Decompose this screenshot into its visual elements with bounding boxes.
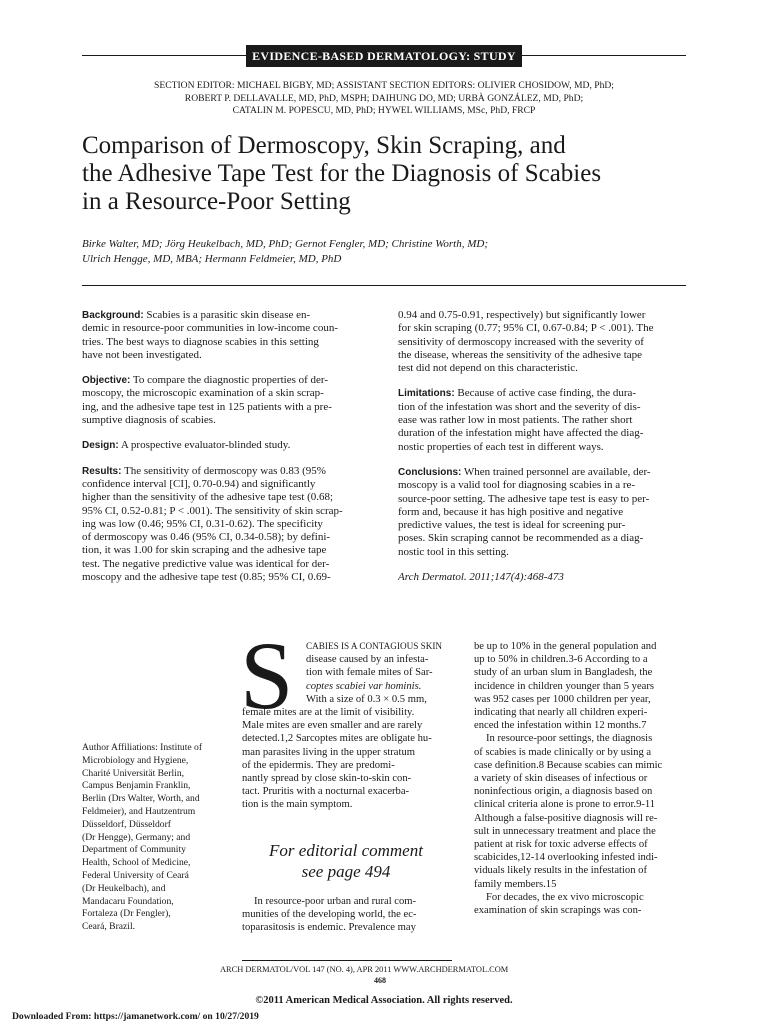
limitations-text: duration of the infestation might have affected the diag- — [398, 427, 644, 440]
limitations-text: nostic properties of each test in different ways. — [398, 440, 604, 453]
conclusions-text: predictive values, the test is ideal for screening pur- — [398, 519, 626, 532]
author-list — [82, 237, 686, 267]
body-text-line: For decades, the ex vivo microscopic — [486, 891, 644, 903]
body-text-line: toparasitosis is endemic. Prevalence may — [242, 922, 416, 934]
results-text: sensitivity of dermoscopy increased with the severity of — [398, 335, 644, 348]
body-text-line: coptes scabiei var hominis. — [306, 680, 422, 692]
design-text: A prospective evaluator-blinded study. — [118, 439, 291, 452]
affiliations-text: (Dr Hengge), Germany; and — [82, 831, 191, 843]
body-column-middle — [242, 706, 454, 812]
body-text-line: Although a false-positive diagnosis will re- — [474, 812, 658, 824]
conclusions-label: Conclusions: — [398, 466, 462, 478]
drop-cap: S — [240, 622, 294, 729]
results-text: test. The negative predictive value was identical for der- — [82, 557, 330, 570]
body-text-line: tact. Pruritis with a nocturnal exacerba- — [242, 786, 410, 798]
conclusions-text: When trained personnel are available, der- — [461, 465, 651, 478]
affiliations-text: Department of Community — [82, 844, 186, 856]
affiliations-text: Charité Universität Berlin, — [82, 767, 185, 779]
background-label: Background: — [82, 310, 144, 321]
body-text-line: man parasites living in the upper stratum — [242, 746, 415, 758]
article-title — [82, 132, 702, 216]
affiliations-text: Microbiology and Hygiene, — [82, 754, 189, 766]
body-text-line: of scabies is made clinically or by using a — [474, 746, 652, 758]
conclusions-text: form and, because it has high positive and negative — [398, 505, 624, 518]
abstract-left-column — [82, 309, 372, 584]
body-text-line: With a size of 0.3 × 0.5 mm, — [306, 693, 427, 705]
objective-text: To compare the diagnostic properties of der- — [130, 374, 329, 387]
body-text-line: be up to 10% in the general population and — [474, 641, 657, 652]
authors-line: Ulrich Hengge, MD, MBA; Hermann Feldmeier, MD, PhD — [82, 253, 342, 265]
affiliations-text: Düsseldorf, Düsseldorf — [82, 818, 171, 830]
body-text-line: In resource-poor urban and rural com- — [254, 896, 417, 907]
editorial-comment — [240, 840, 452, 882]
body-text-line: patient at risk for toxic adverse effects of — [474, 839, 648, 851]
conclusions-text: poses. Skin scraping cannot be recommended as a diag- — [398, 532, 644, 545]
results-text: moscopy and the adhesive tape test (0.85; 95% CI, 0.69- — [82, 571, 331, 584]
body-column-middle-bottom — [242, 895, 454, 935]
body-text-line: enced the infestation within 12 months.7 — [474, 720, 647, 732]
conclusions-text: nostic tool in this setting. — [398, 545, 509, 558]
background-text: tries. The best ways to diagnose scabies in this setting — [82, 335, 319, 348]
design-label: Design: — [82, 440, 119, 452]
conclusions-text: source-poor setting. The adhesive tape test is easy to per- — [398, 492, 650, 505]
body-text-line: case definition.8 Because scabies can mimic — [474, 759, 663, 771]
results-text: 0.94 and 0.75-0.91, respectively) but significantly lower — [398, 309, 646, 321]
body-text-line: tion with female mites of Sar- — [306, 667, 433, 679]
affiliations-text: Campus Benjamin Franklin, — [82, 780, 191, 792]
copyright-notice: ©2011 American Medical Association. All rights reserved. — [255, 995, 513, 1006]
affiliations-text: Fortaleza (Dr Fengler), — [82, 908, 171, 920]
background-text: demic in resource-poor communities in low-income coun- — [82, 322, 338, 335]
affiliations-text: Ceará, Brazil. — [82, 921, 136, 933]
body-text-line: noninfectious origin, a diagnosis based on — [474, 786, 653, 798]
body-text-line: incidence in children younger than 5 years — [474, 680, 655, 692]
body-text-line: was 952 cases per 1000 children per year, — [474, 693, 651, 705]
journal-footer: ARCH DERMATOL/VOL 147 (NO. 4), APR 2011 WWW.ARCHDERMATOL.COM — [220, 965, 509, 974]
affiliations-text: Federal University of Ceará — [82, 869, 189, 881]
body-text-line: indicating that nearly all children experi- — [474, 707, 648, 719]
body-text-line: CABIES IS A CONTAGIOUS SKIN — [306, 641, 443, 651]
body-text-line: scabicides,12-14 overlooking infested indi- — [474, 852, 658, 864]
affiliations-text: (Dr Heukelbach), and — [82, 882, 166, 894]
editorial-comment-line: see page 494 — [301, 862, 391, 881]
limitations-text: Because of active case finding, the dura- — [454, 387, 637, 400]
results-text: of dermoscopy was 0.46 (95% CI, 0.34-0.58); by defini- — [82, 531, 331, 544]
limitations-text: tion of the infestation was short and the severity of dis- — [398, 400, 641, 413]
affiliations-label: Author Affiliations: — [82, 742, 158, 753]
abstract-right-column — [398, 309, 688, 584]
footer-rule — [242, 960, 452, 961]
body-text-line: a variety of skin diseases of infectious or — [474, 773, 648, 785]
results-text: ing was low (0.46; 95% CI, 0.31-0.62). The specificity — [82, 517, 323, 530]
editors-line: SECTION EDITOR: MICHAEL BIGBY, MD; ASSISTANT SECTION EDITORS: OLIVIER CHOSIDOW, MD, PhD; — [154, 80, 614, 91]
authors-line: Birke Walter, MD; Jörg Heukelbach, MD, PhD; Gernot Fengler, MD; Christine Worth, MD; — [82, 238, 489, 250]
title-line: Comparison of Dermoscopy, Skin Scraping, and — [82, 132, 566, 159]
body-text-line: clinical criteria alone is prone to error.9-11 — [474, 799, 656, 811]
title-line: in a Resource-Poor Setting — [82, 188, 351, 215]
conclusions-text: moscopy is a valid tool for diagnosing scabies in a re- — [398, 479, 636, 492]
body-text-line: munities of the developing world, the ec- — [242, 909, 417, 921]
results-label: Results: — [82, 465, 122, 477]
section-editors — [82, 80, 686, 118]
objective-text: ing, and the adhesive tape test in 125 patients with a pre- — [82, 400, 332, 413]
body-text-line: Male mites are even smaller and are rarely — [242, 720, 423, 732]
results-text: for skin scraping (0.77; 95% CI, 0.67-0.84; P < .001). The — [398, 322, 654, 335]
editorial-comment-line: For editorial comment — [269, 841, 423, 860]
author-affiliations — [82, 742, 232, 934]
affiliations-text: Health, School of Medicine, — [82, 857, 191, 869]
body-text-line: up to 50% in children.3-6 According to a — [474, 654, 648, 666]
body-text-line: sult in unnecessary treatment and place the — [474, 825, 656, 837]
title-line: the Adhesive Tape Test for the Diagnosis of Scabies — [82, 160, 602, 187]
limitations-label: Limitations: — [398, 388, 455, 400]
section-banner: EVIDENCE-BASED DERMATOLOGY: STUDY — [246, 45, 522, 67]
affiliations-text: Mandacaru Foundation, — [82, 895, 174, 907]
body-text-line: disease caused by an infesta- — [306, 654, 429, 666]
results-text: confidence interval [CI], 0.70-0.94) and significantly — [82, 477, 316, 490]
body-text-line: nantly spread by close skin-to-skin con- — [242, 773, 412, 785]
background-text: have not been investigated. — [82, 348, 202, 361]
objective-label: Objective: — [82, 375, 131, 387]
body-text-line: In resource-poor settings, the diagnosis — [486, 733, 653, 745]
body-text-line: detected.1,2 Sarcoptes mites are obligate hu- — [242, 733, 432, 745]
results-text: The sensitivity of dermoscopy was 0.83 (95% — [121, 464, 326, 477]
body-text-line: family members.15 — [474, 878, 557, 890]
body-text-line: viduals likely results in the infestation of — [474, 865, 648, 877]
page-number: 468 — [374, 976, 386, 985]
body-column-right — [474, 640, 688, 917]
background-text: Scabies is a parasitic skin disease en- — [143, 309, 311, 321]
results-text: higher than the sensitivity of the adhesive tape test (0.68; — [82, 491, 334, 504]
editors-line: ROBERT P. DELLAVALLE, MD, PhD, MSPH; DAIHUNG DO, MD; URBÀ GONZÁLEZ, MD, PhD; — [184, 92, 584, 104]
results-text: test did not depend on this characteristic. — [398, 362, 578, 375]
abstract-rule — [82, 285, 686, 286]
objective-text: moscopy, the microscopic examination of a skin scrap- — [82, 387, 324, 400]
affiliations-text: Berlin (Drs Walter, Worth, and — [82, 793, 200, 805]
results-text: the disease, whereas the sensitivity of the adhesive tape — [398, 348, 643, 361]
results-text: 95% CI, 0.52-0.81; P < .001). The sensitivity of skin scrap- — [82, 504, 343, 517]
affiliations-text: Feldmeier), and Hautzentrum — [82, 805, 196, 817]
journal-citation: Arch Dermatol. 2011;147(4):468-473 — [398, 571, 564, 584]
body-text-line: of the epidermis. They are predomi- — [242, 759, 395, 771]
body-column-middle-top — [306, 640, 454, 706]
body-text-line: tion is the main symptom. — [242, 799, 353, 811]
objective-text: sumptive diagnosis of scabies. — [82, 414, 216, 427]
limitations-text: ease was rather low in most patients. The rather short — [398, 414, 633, 427]
body-text-line: study of an urban slum in Bangladesh, the — [474, 667, 653, 679]
editors-line: CATALIN M. POPESCU, MD, PhD; HYWEL WILLIAMS, MSc, PhD, FRCP — [232, 105, 536, 117]
download-notice: Downloaded From: https://jamanetwork.com/ on 10/27/2019 — [12, 1011, 259, 1022]
affiliations-text: Institute of — [157, 742, 203, 753]
body-text-line: examination of skin scrapings was con- — [474, 905, 642, 917]
body-text-line: female mites are at the limit of visibility. — [242, 707, 415, 718]
results-text: tion, it was 1.00 for skin scraping and the adhesive tape — [82, 544, 327, 557]
